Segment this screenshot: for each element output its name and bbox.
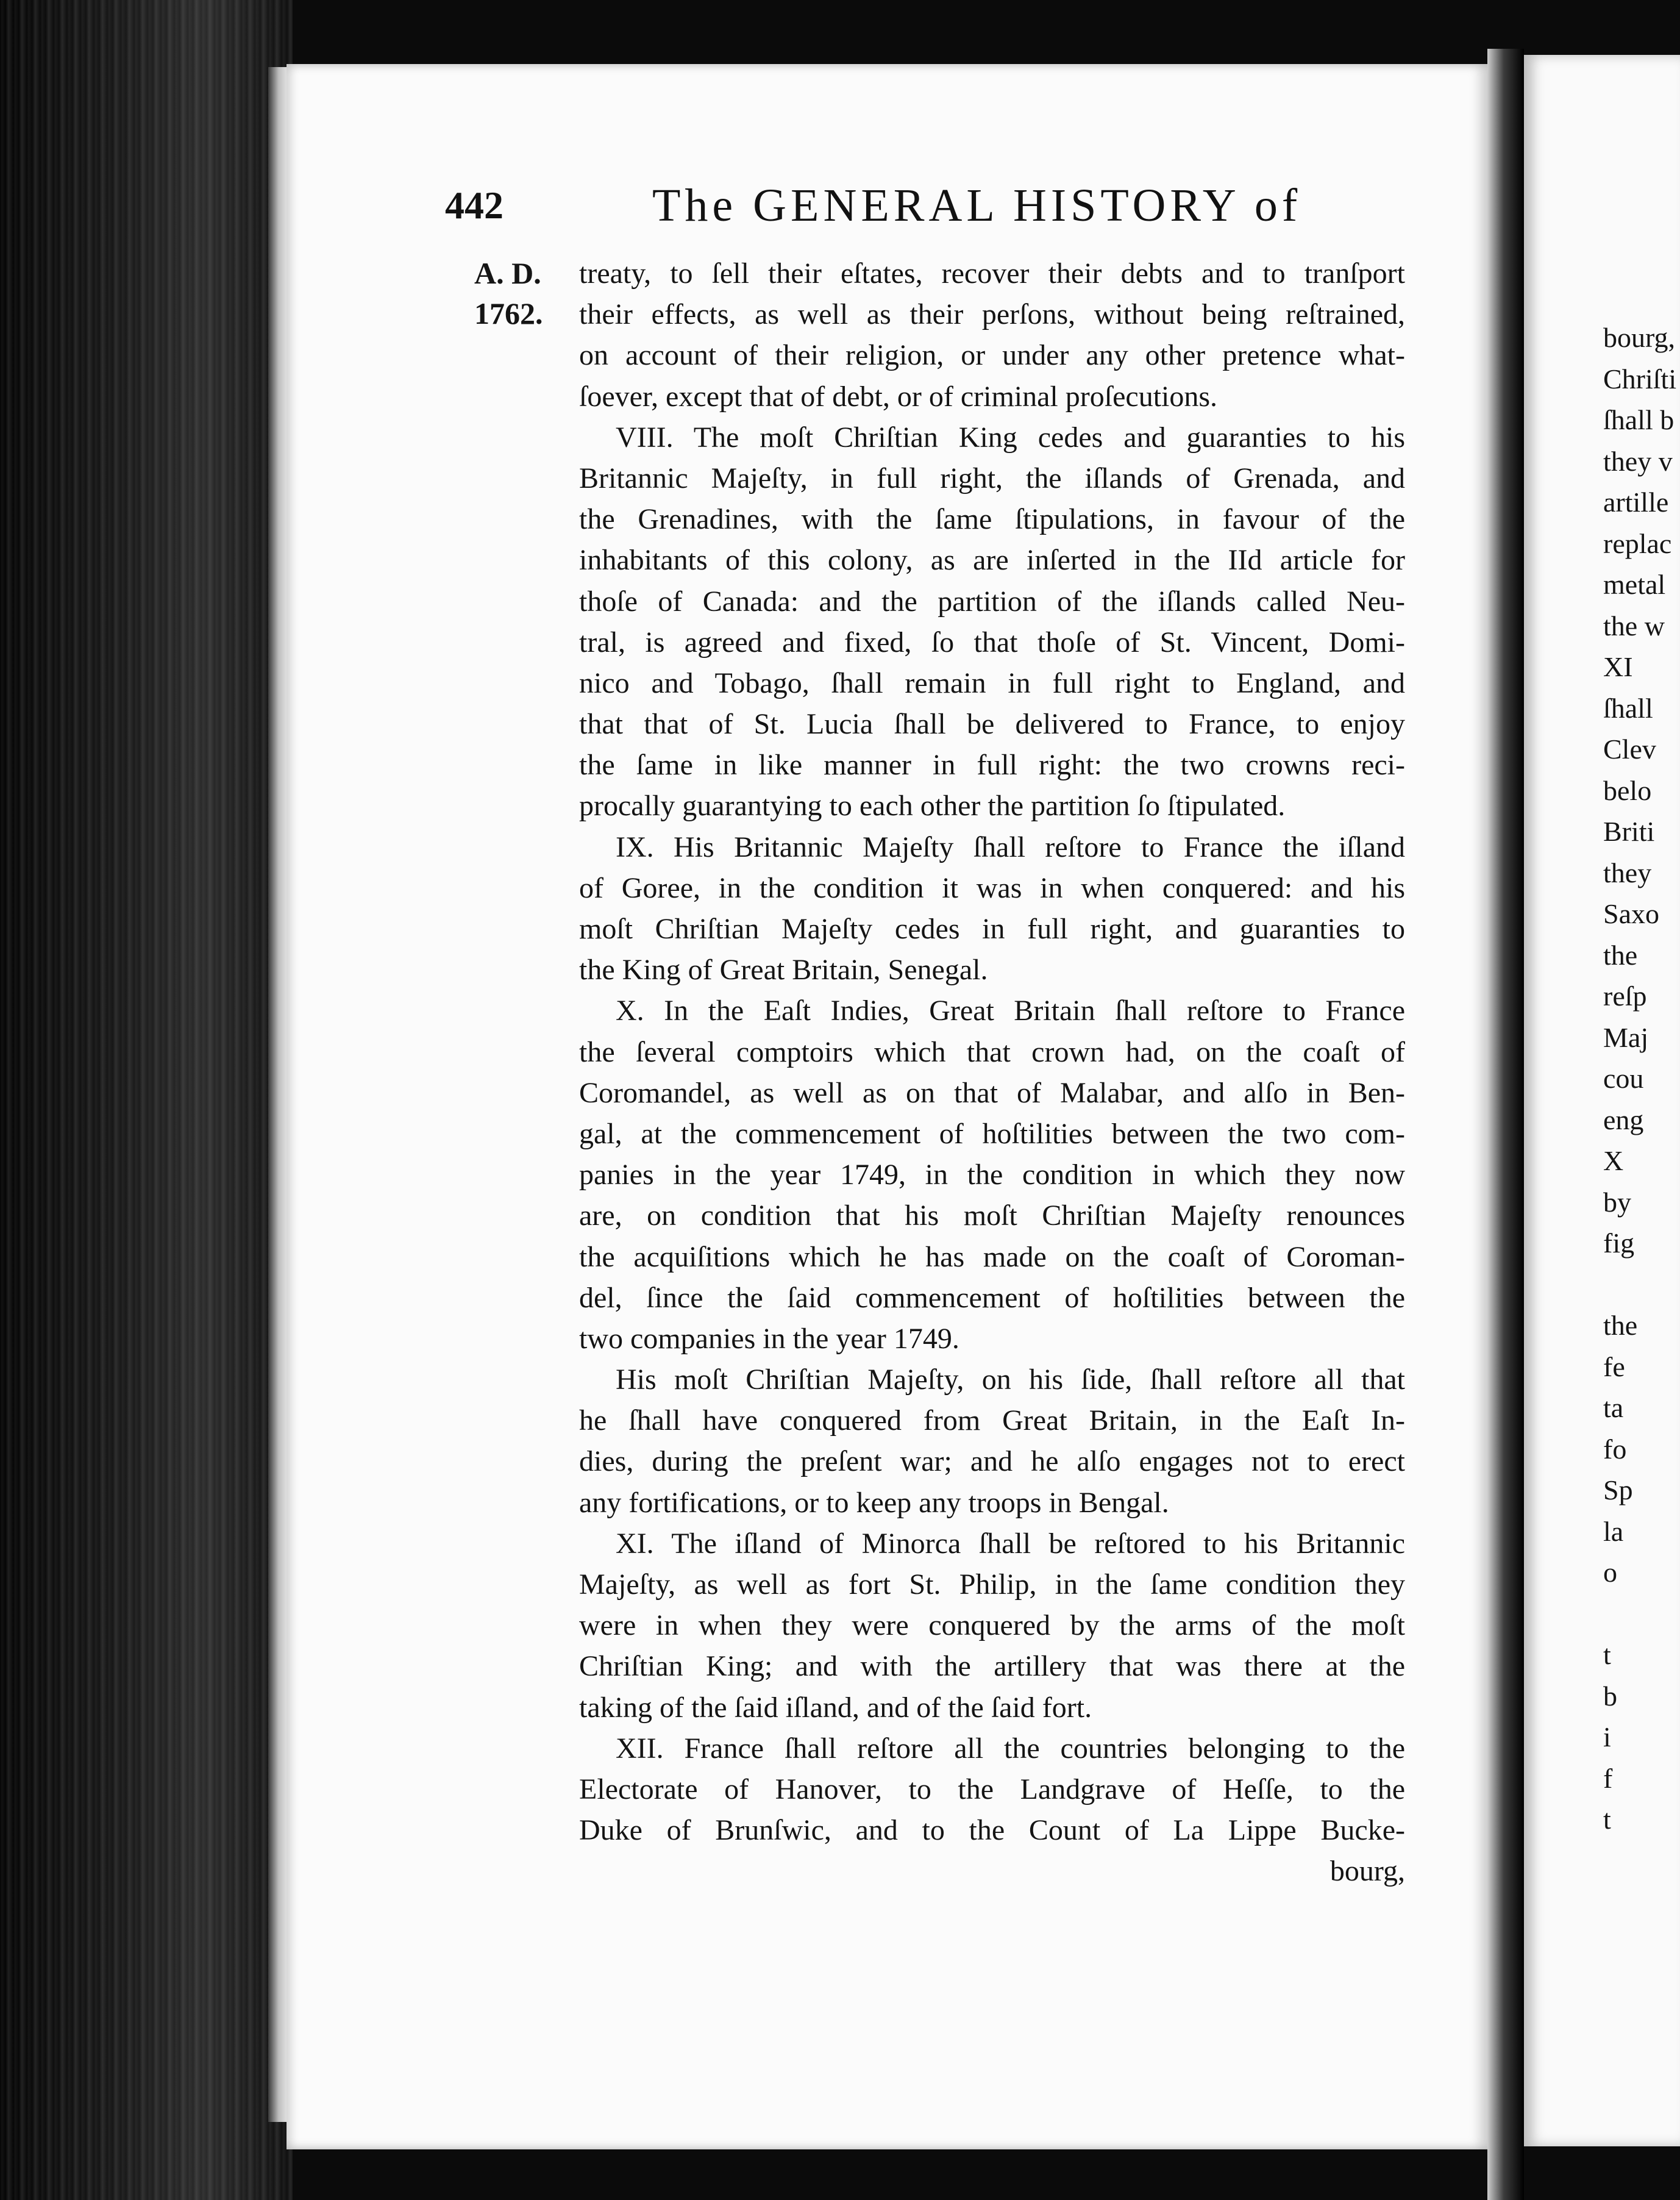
facing-page-line: b — [1603, 1680, 1617, 1712]
facing-page-line: they v — [1603, 445, 1673, 477]
text-line: tral, is agreed and fixed, ſo that thoſe of St. Vincent, Domi- — [579, 626, 1405, 659]
text-line: the acquiſitions which he has made on the coaſt of Coroman- — [579, 1240, 1405, 1273]
text-line: were in when they were conquered by the arms of the moſt — [579, 1609, 1405, 1642]
facing-page-line: XI — [1603, 651, 1633, 682]
facing-page-line: o — [1603, 1557, 1617, 1588]
facing-page-line: the w — [1603, 610, 1665, 641]
text-line: IX. His Britannic Majeſty ſhall reſtore to France the iſland — [616, 830, 1405, 863]
facing-page-line: fo — [1603, 1433, 1627, 1465]
facing-page-line: ta — [1603, 1392, 1624, 1423]
facing-page-line: t — [1603, 1804, 1611, 1835]
text-line: Majeſty, as well as fort St. Philip, in the ſame condition they — [579, 1568, 1405, 1601]
scanner-background-left — [0, 0, 293, 2200]
facing-page-line — [1603, 1593, 1680, 1635]
text-line: their effects, as well as their perſons, without being reſtrained, — [579, 298, 1405, 331]
text-line: ſoever, except that of debt, or of criminal proſecutions. — [579, 380, 1218, 413]
facing-page-line: replac — [1603, 527, 1672, 559]
facing-page-line: f — [1603, 1762, 1613, 1794]
text-line: Electorate of Hanover, to the Landgrave of Heſſe, to the — [579, 1773, 1405, 1805]
margin-note-year: 1762. — [474, 296, 543, 330]
facing-page-line: t — [1603, 1639, 1611, 1670]
facing-page — [1524, 55, 1680, 2146]
facing-page-line: la — [1603, 1515, 1624, 1547]
facing-page-line: belo — [1603, 774, 1652, 806]
page-number: 442 — [445, 184, 504, 227]
text-line: X. In the Eaſt Indies, Great Britain ſhall reſtore to France — [616, 995, 1405, 1027]
text-line: VIII. The moſt Chriſtian King cedes and guaranties to his — [616, 421, 1405, 454]
facing-page-line: the — [1603, 939, 1638, 971]
facing-page-line: artille — [1603, 487, 1669, 518]
facing-page-line: X — [1603, 1145, 1624, 1176]
text-line: thoſe of Canada: and the partition of the iſlands called Neu- — [579, 585, 1405, 618]
facing-page-line: ſhall b — [1603, 404, 1675, 435]
text-line: dies, during the preſent war; and he alſo engages not to erect — [579, 1445, 1405, 1478]
text-line: he ſhall have conquered from Great Britain, in the Eaſt In- — [579, 1404, 1405, 1437]
running-title: The GENERAL HISTORY of — [652, 180, 1302, 231]
text-line: taking of the ſaid iſland, and of the ſaid fort. — [579, 1691, 1092, 1724]
text-line: are, on condition that his moſt Chriſtian Majeſty renounces — [579, 1199, 1405, 1232]
text-line: Coromandel, as well as on that of Malabar, and alſo in Ben- — [579, 1076, 1405, 1109]
facing-page-line: Sp — [1603, 1474, 1633, 1505]
page-edge-stack — [268, 67, 289, 2122]
catchword: bourg, — [1329, 1855, 1405, 1888]
text-line: XI. The iſland of Minorca ſhall be reſtored to his Britannic — [616, 1527, 1405, 1560]
facing-page-text — [1603, 317, 1680, 1840]
text-line: Britannic Majeſty, in full right, the iſlands of Grenada, and — [579, 462, 1405, 495]
text-line: the Grenadines, with the ſame ſtipulations, in favour of the — [579, 503, 1405, 536]
text-line: that that of St. Lucia ſhall be delivered to France, to enjoy — [579, 708, 1405, 741]
facing-page-line: metal — [1603, 569, 1666, 600]
text-line: Chriſtian King; and with the artillery that was there at the — [579, 1650, 1405, 1683]
text-line: XII. France ſhall reſtore all the countries belonging to the — [616, 1732, 1405, 1765]
facing-page-line: Maj — [1603, 1021, 1649, 1053]
facing-page-line: i — [1603, 1721, 1611, 1752]
text-line: moſt Chriſtian Majeſty cedes in full right, and guaranties to — [579, 913, 1405, 945]
text-line: Duke of Brunſwic, and to the Count of La Lippe Bucke- — [579, 1814, 1405, 1847]
facing-page-line: Saxo — [1603, 898, 1659, 929]
facing-page-line: fig — [1603, 1227, 1635, 1259]
facing-page-line: reſp — [1603, 980, 1647, 1012]
facing-page-line — [1603, 1264, 1680, 1305]
text-line: the ſame in like manner in full right: the two crowns reci- — [579, 749, 1405, 782]
facing-page-line: Briti — [1603, 816, 1655, 847]
facing-page-line: cou — [1603, 1063, 1644, 1094]
text-line: panies in the year 1749, in the condition in which they now — [579, 1159, 1405, 1191]
book-gutter — [1487, 49, 1524, 2200]
text-line: two companies in the year 1749. — [579, 1322, 959, 1355]
facing-page-line: Chriſti — [1603, 363, 1677, 395]
text-line: of Goree, in the condition it was in when conquered: and his — [579, 871, 1405, 904]
margin-note-era: A. D. — [474, 256, 541, 290]
text-line: on account of their religion, or under any other pretence what- — [579, 339, 1405, 372]
text-line: inhabitants of this colony, as are inſerted in the IId article for — [579, 544, 1405, 577]
facing-page-line: Clev — [1603, 734, 1656, 765]
facing-page-line: ſhall — [1603, 692, 1653, 724]
facing-page-line: eng — [1603, 1104, 1644, 1135]
text-line: the King of Great Britain, Senegal. — [579, 954, 988, 987]
text-line: gal, at the commencement of hoſtilities between the two com- — [579, 1117, 1405, 1150]
facing-page-line: fe — [1603, 1351, 1625, 1382]
facing-page-line: by — [1603, 1186, 1631, 1218]
facing-page-line: they — [1603, 857, 1652, 888]
facing-page-line: bourg, — [1603, 322, 1675, 353]
text-line: the ſeveral comptoirs which that crown had, on the coaſt of — [579, 1035, 1405, 1068]
main-text-block — [579, 253, 1405, 1892]
margin-note-date — [474, 253, 578, 334]
text-line: del, ſince the ſaid commencement of hoſtilities between the — [579, 1281, 1405, 1314]
text-line: treaty, to ſell their eſtates, recover their debts and to tranſport — [579, 257, 1405, 290]
facing-page-line: the — [1603, 1310, 1638, 1341]
text-line: any fortifications, or to keep any troops in Bengal. — [579, 1486, 1169, 1519]
text-line: nico and Tobago, ſhall remain in full right to England, and — [579, 666, 1405, 699]
text-line: procally guarantying to each other the partition ſo ſtipulated. — [579, 790, 1286, 823]
text-line: His moſt Chriſtian Majeſty, on his ſide, ſhall reſtore all that — [616, 1363, 1405, 1396]
running-head — [445, 180, 1528, 250]
